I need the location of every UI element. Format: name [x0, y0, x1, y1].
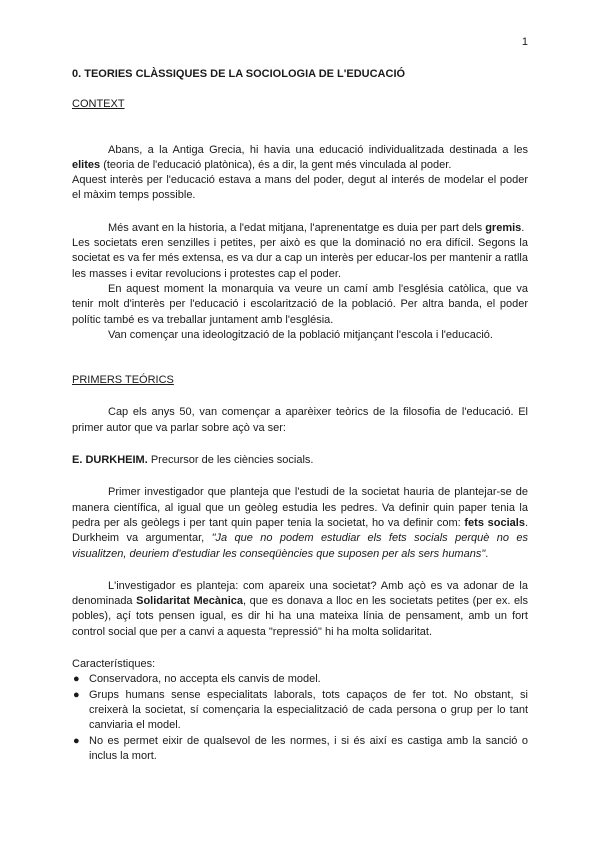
bold-term-elites: elites — [72, 158, 101, 171]
bullet-icon: ● — [73, 734, 80, 747]
document-body — [72, 67, 528, 764]
bold-term-solidaritat-mecanica: Solidaritat Mecànica — [136, 595, 244, 608]
document-title: 0. TEORIES CLÀSSIQUES DE LA SOCIOLOGIA DE L'EDUCACIÓ — [72, 68, 406, 80]
bullet-icon: ● — [73, 688, 80, 701]
context-paragraph-6: Van començar una ideologització de la població mitjançant l'escola i l'educació. — [108, 328, 493, 341]
list-item: ● No es permet eixir de qualsevol de les normes, i si és així es castiga amb la sanció o inclus la mort. — [73, 734, 528, 762]
durkheim-quote: "Ja que no podem estudiar els fets socials perquè no es visualitzen, deuriem d'estudiar les conseqüències que suposen per als sers humans" — [72, 532, 528, 560]
author-heading: E. DURKHEIM. Precursor de les ciències socials. — [72, 454, 314, 467]
bullet-icon: ● — [73, 673, 80, 686]
theorists-paragraph-1: Cap els anys 50, van començar a aparèixer teòrics de la filosofia de l'educació. El primer autor que va parlar sobre açò va ser: — [72, 406, 528, 434]
bold-term-gremis: gremis — [485, 221, 522, 234]
list-item: ● Grups humans sense especialitats laborals, tots capaços de fer tot. No obstant, si creixerà la societat, sí començaria la especialització de cada persona o grup per lo tant canviaria el model. — [73, 688, 528, 732]
context-paragraph-5: En aquest moment la monarquia va veure un camí amb l'església catòlica, que va tenir molt d'interès per l'educació i escolarització de la població. Per altra banda, el poder polític també es va treballar juntament amb l'església. — [72, 282, 528, 326]
list-item: ● Conservadora, no accepta els canvis de model. — [89, 672, 528, 687]
theorists-paragraph-2: Primer investigador que planteja que l'estudi de la societat hauria de plantejar-se de manera científica, al igual que un geòleg estudia les pedres. Va definir quin paper tenia la pedra per als geòlegs i per tant quin paper tenia la societat, ho va definir com: fets socials. Durkheim va argumentar, "Ja que no podem estudiar els fets socials perquè no es visualitzen, deuriem d'estudiar les conseqüències que suposen per als sers humans". — [72, 486, 528, 560]
theorists-paragraph-3: L'investigador es planteja: com apareix una societat? Amb açò es va adonar de la denominada Solidaritat Mecànica, que es donava a lloc en les societats petites (per ex. els pobles), açí tots pensen igual, es dir hi ha una mateixa línia de pensament, amb un fort control social que per a canvi a aquesta "repressió" hi ha molta solidaritat. — [72, 579, 529, 638]
author-name: E. DURKHEIM. — [72, 454, 148, 467]
context-paragraph-2: Aquest interès per l'educació estava a mans del poder, degut al interés de modelar el poder el màxim temps possible. — [72, 174, 528, 202]
page-number: 1 — [521, 36, 528, 48]
bold-term-fets-socials: fets socials — [464, 516, 525, 529]
section-heading-context: CONTEXT — [72, 98, 125, 111]
features-label: Característiques: — [72, 658, 156, 671]
context-paragraph-4: Les societats eren senzilles i petites, per això es que la dominació no era difícil. Segons la societat es va fer més extensa, es va dur a cap un interès per educar-los per mantenir a ratlla les masses i evitar revolucions i protestes cap el poder. — [72, 237, 528, 280]
features-list — [72, 672, 528, 764]
context-paragraph-1: Abans, a la Antiga Grecia, hi havia una educació individualitzada destinada a les elites (teoria de l'educació platònica), és a dir, la gent més vinculada al poder. — [72, 143, 528, 171]
context-paragraph-3: Més avant en la historia, a l'edat mitjana, l'aprenentatge es duia per part dels gremis. — [108, 221, 525, 234]
section-heading-first-theorists: PRIMERS TEÓRICS — [72, 374, 174, 387]
